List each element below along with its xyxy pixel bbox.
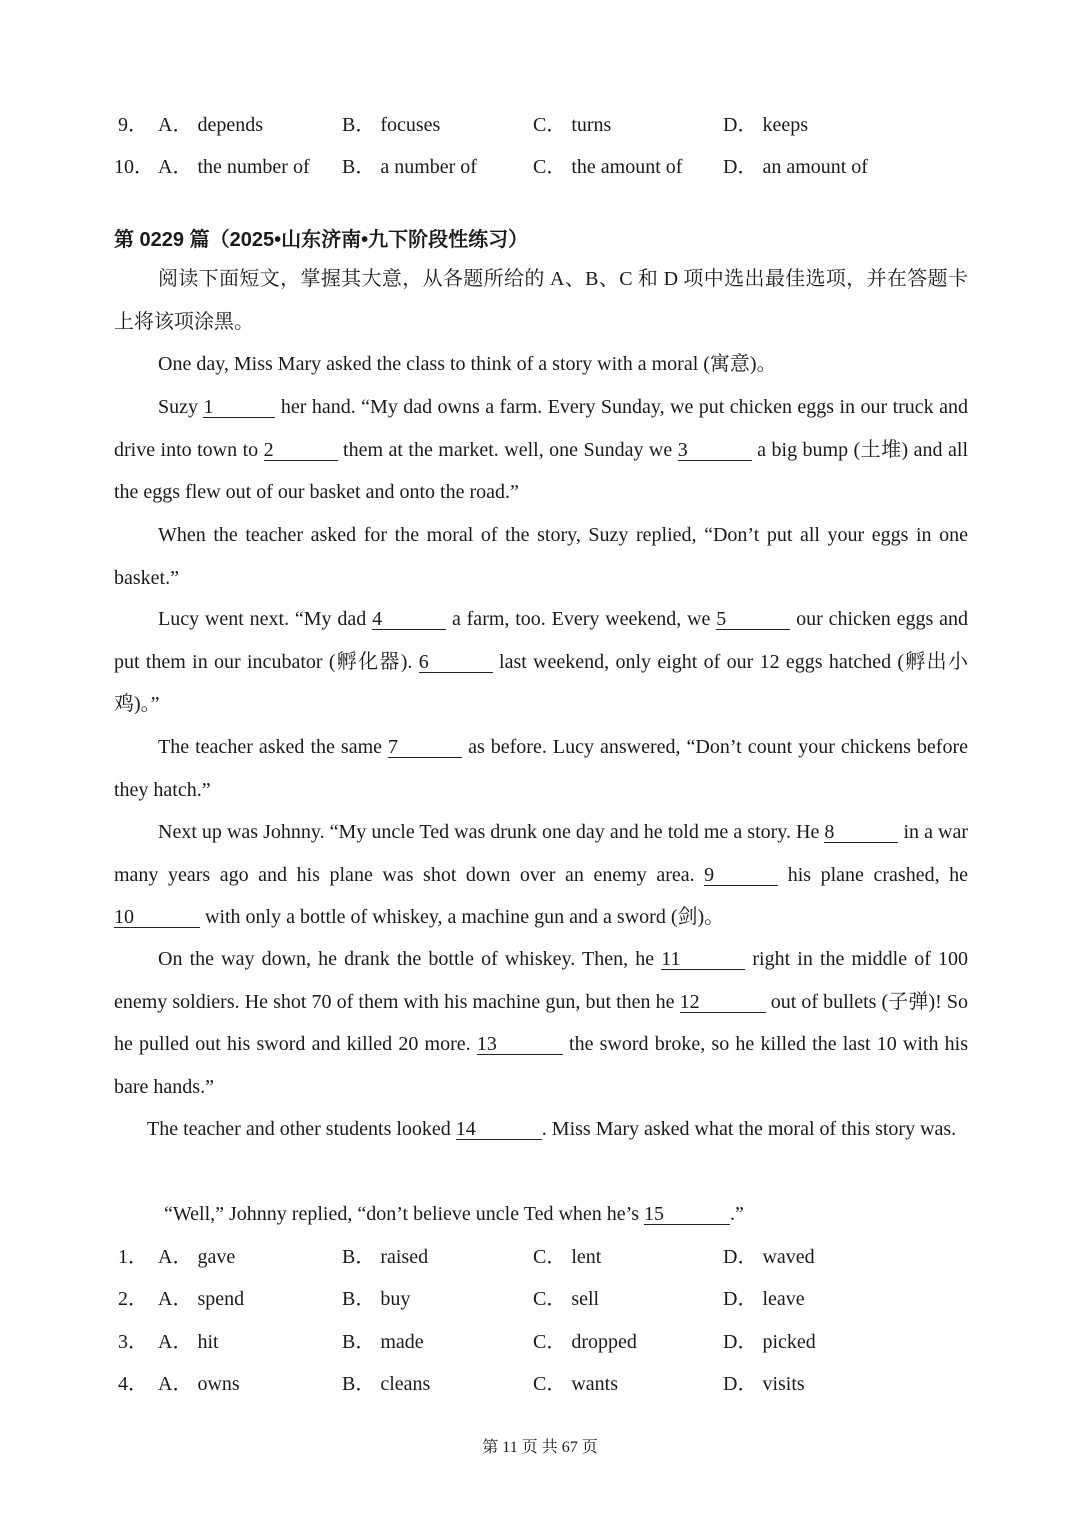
text: Lucy went next. “My dad — [158, 608, 373, 630]
question-number: 9． — [118, 114, 148, 136]
story-paragraph-1: One day, Miss Mary asked the class to think of a story with a moral (寓意)。 — [158, 353, 777, 375]
story-paragraph-2 — [114, 386, 968, 514]
blank-12: 12 — [680, 992, 766, 1013]
blank-14: 14 — [456, 1119, 542, 1140]
option-d: D． leave — [723, 1288, 805, 1310]
option-c: C． turns — [533, 114, 612, 136]
blank-13: 13 — [477, 1034, 563, 1055]
option-a: A． the number of — [158, 156, 310, 178]
text: them at the market. well, one Sunday we — [337, 438, 678, 461]
text: . Miss Mary asked what the moral of this story was. — [541, 1118, 957, 1140]
option-row-10 — [0, 152, 1080, 182]
option-b: B． a number of — [342, 156, 477, 178]
question-number: 1． — [118, 1246, 148, 1268]
text: with only a bottle of whiskey, a machine gun and a sword (剑)。 — [200, 906, 725, 928]
page-footer: 第 11 页 共 67 页 — [482, 1439, 598, 1456]
option-c: C． lent — [533, 1246, 602, 1268]
blank-5: 5 — [716, 609, 790, 630]
option-d: D． visits — [723, 1373, 805, 1395]
blank-7: 7 — [388, 737, 462, 758]
option-row-2 — [0, 1284, 1080, 1314]
option-d: D． an amount of — [723, 156, 868, 178]
option-d: D． waved — [723, 1246, 815, 1268]
option-row-1 — [0, 1242, 1080, 1272]
option-c: C． dropped — [533, 1331, 637, 1353]
text: The teacher asked the same — [158, 736, 389, 758]
story-paragraph-5 — [114, 726, 968, 811]
question-number: 3． — [118, 1331, 148, 1353]
blank-15: 15 — [644, 1204, 730, 1225]
text: right in the middle of 100 enemy soldiers. He shot 70 of them with his machine gun, but then he — [114, 948, 968, 1013]
blank-8: 8 — [824, 822, 898, 843]
text: a big bump (土堆) and all the eggs flew out of our basket and onto the road.” — [114, 438, 969, 503]
text: his plane crashed, he — [778, 863, 968, 886]
text: On the way down, he drank the bottle of whiskey. Then, he — [158, 948, 662, 970]
story-paragraph-4 — [114, 598, 968, 726]
text: “Well,” Johnny replied, “don’t believe uncle Ted when he’s — [164, 1203, 644, 1225]
option-c: C． sell — [533, 1288, 600, 1310]
text: out of bullets (子弹)! So he pulled out his sword and killed 20 more. — [114, 990, 968, 1055]
text: as before. Lucy answered, “Don’t count your chickens before they hatch.” — [114, 736, 968, 801]
option-d: D． keeps — [723, 114, 808, 136]
option-b: B． made — [342, 1331, 424, 1353]
option-a: A． depends — [158, 114, 263, 136]
question-number: 10． — [114, 156, 154, 178]
option-a: A． owns — [158, 1373, 240, 1395]
text: Next up was Johnny. “My uncle Ted was drunk one day and he told me a story. He — [158, 821, 825, 843]
option-b: B． cleans — [342, 1373, 431, 1395]
option-a: A． spend — [158, 1288, 245, 1310]
blank-9: 9 — [704, 865, 778, 886]
story-paragraph-3: When the teacher asked for the moral of the story, Suzy replied, “Don’t put all your eggs in one basket.” — [114, 524, 968, 589]
option-b: B． focuses — [342, 114, 441, 136]
option-a: A． hit — [158, 1331, 219, 1353]
option-c: C． wants — [533, 1373, 618, 1395]
blank-11: 11 — [661, 949, 745, 970]
text: our chicken eggs and put them in our incubator (孵化器). — [114, 608, 968, 673]
option-a: A． gave — [158, 1246, 236, 1268]
story-paragraph-6 — [114, 811, 968, 939]
instruction-paragraph: 阅读下面短文，掌握其大意，从各题所给的 A、B、C 和 D 项中选出最佳选项，并在答题卡上将该项涂黑。 — [114, 268, 968, 333]
text: in a war many years ago and his plane was shot down over an enemy area. — [114, 821, 968, 886]
blank-3: 3 — [678, 440, 752, 461]
text: .” — [730, 1203, 744, 1225]
blank-2: 2 — [264, 440, 338, 461]
text: a farm, too. Every weekend, we — [446, 608, 717, 630]
text: her hand. “My dad owns a farm. Every Sunday, we put chicken eggs in our truck and drive into town to — [114, 396, 968, 461]
story-paragraph-8 — [114, 1108, 968, 1151]
question-number: 2． — [118, 1288, 148, 1310]
option-b: B． buy — [342, 1288, 411, 1310]
option-row-9 — [0, 110, 1080, 140]
option-row-4 — [0, 1369, 1080, 1399]
option-d: D． picked — [723, 1331, 816, 1353]
option-c: C． the amount of — [533, 156, 683, 178]
text: Suzy — [158, 396, 204, 418]
blank-6: 6 — [419, 652, 493, 673]
text: The teacher and other students looked — [147, 1118, 456, 1140]
blank-1: 1 — [203, 397, 275, 418]
option-row-3 — [0, 1327, 1080, 1357]
blank-4: 4 — [372, 609, 446, 630]
passage-heading: 第 0229 篇（2025•山东济南•九下阶段性练习） — [114, 229, 529, 251]
question-number: 4． — [118, 1373, 148, 1395]
blank-10: 10 — [114, 907, 200, 928]
option-b: B． raised — [342, 1246, 429, 1268]
text: the sword broke, so he killed the last 10 with his bare hands.” — [114, 1033, 969, 1098]
story-paragraph-7 — [114, 938, 968, 1108]
story-paragraph-9 — [114, 1193, 968, 1236]
text: last weekend, only eight of our 12 eggs hatched (孵出小鸡)。” — [114, 650, 968, 715]
